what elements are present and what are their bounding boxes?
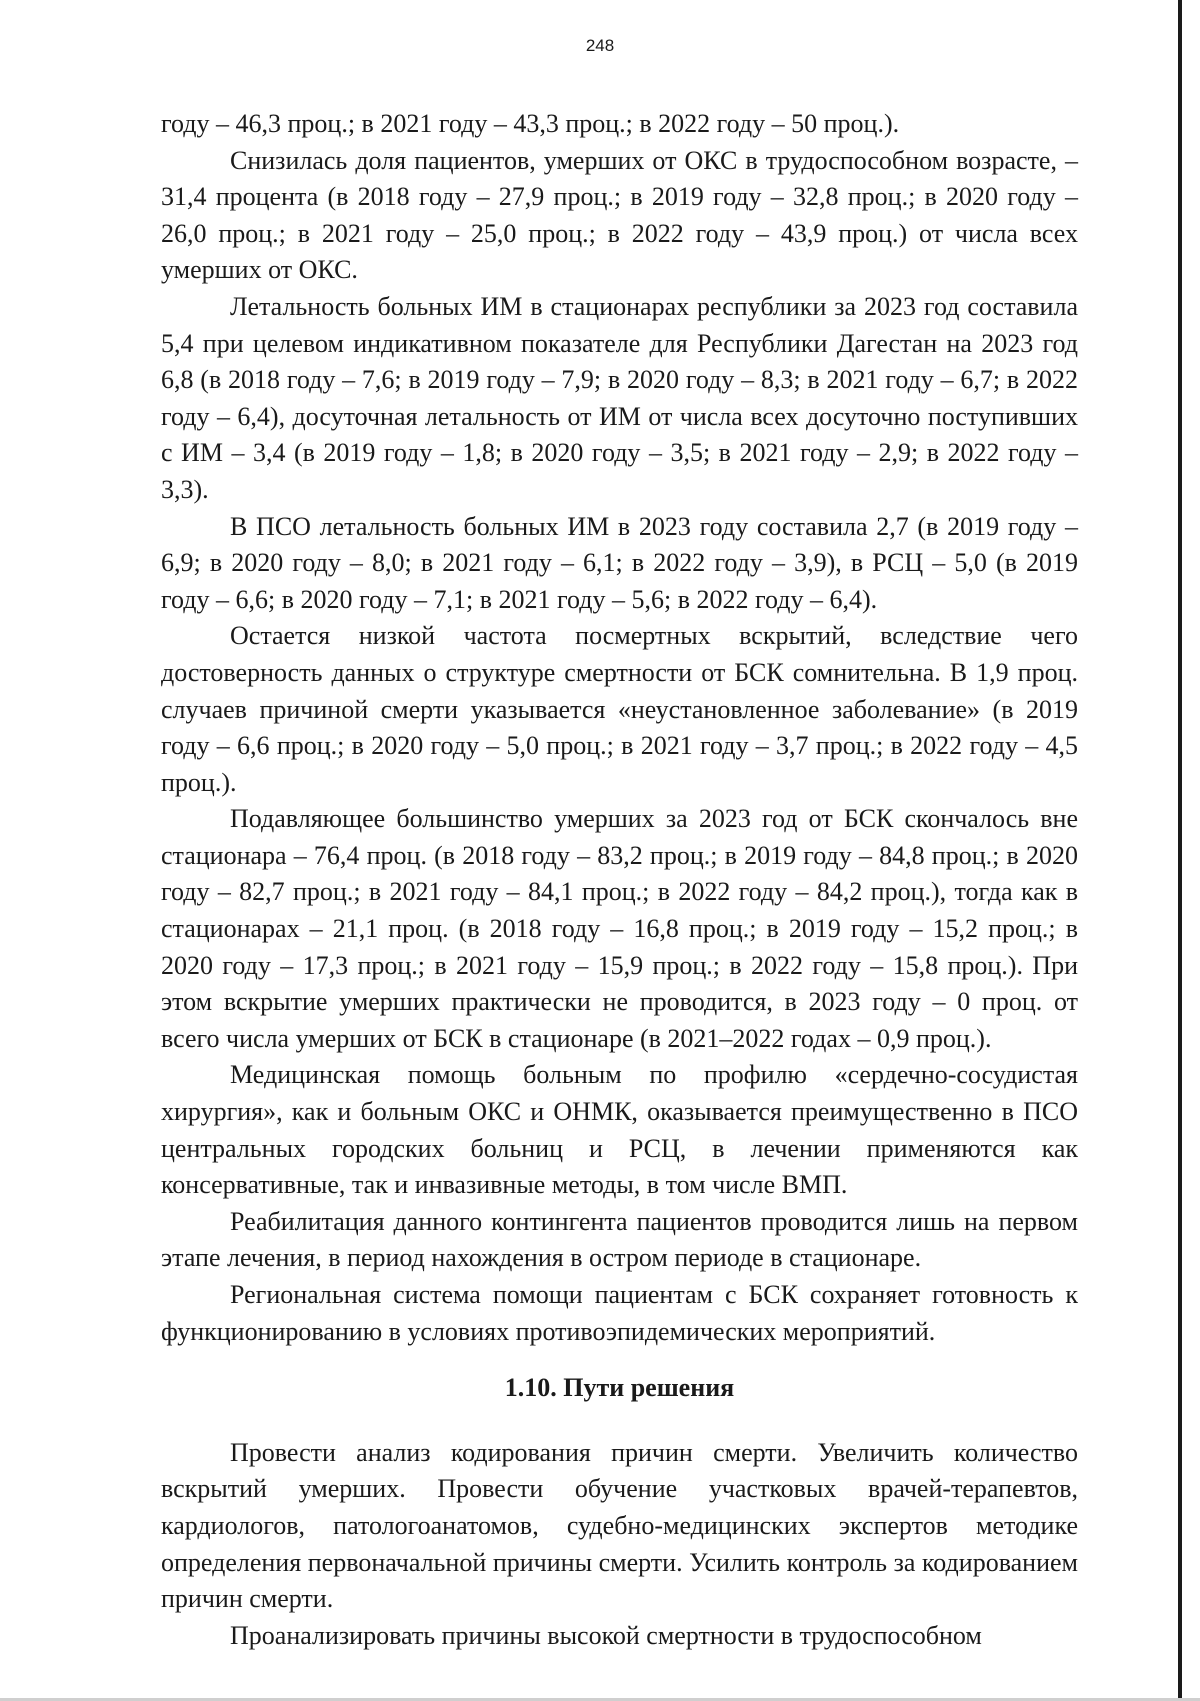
paragraph-pso-lethality: В ПСО летальность больных ИМ в 2023 году составила 2,7 (в 2019 году – 6,9; в 2020 году – 8,0; в 2021 году – 6,1; в 2022 году – 3,9), в РСЦ – 5,0 (в 2019 году – 6,6; в 2020 году – 7,1; в 2021 году – 5,6; в 2022 году – 6,4). xyxy=(161,511,1078,614)
scan-border-right xyxy=(1178,0,1182,1701)
paragraph-im-lethality: Летальность больных ИМ в стационарах республики за 2023 год составила 5,4 при целевом индикативном показателе для Республики Дагестан на 2023 год 6,8 (в 2018 году – 7,6; в 2019 году – 7,9; в 2020 году – 8,3; в 2021 году – 6,7; в 2022 году – 6,4), досуточная летальность от ИМ от числа всех досуточно поступивших с ИМ – 3,4 (в 2019 году – 1,8; в 2020 году – 3,5; в 2021 году – 2,9; в 2022 году – 3,3). xyxy=(161,291,1078,504)
paragraph-coding-analysis: Провести анализ кодирования причин смерти. Увеличить количество вскрытий умерших. Провести обучение участковых врачей-терапевтов, кардиологов, патологоанатомов, судебно-медицинских экспертов методике определения первоначальной причины смерти. Усилить контроль за кодированием причин смерти. xyxy=(161,1437,1078,1614)
paragraph-rehabilitation: Реабилитация данного контингента пациентов проводится лишь на первом этапе лечения, в период нахождения в остром периоде в стационаре. xyxy=(161,1206,1078,1273)
paragraph-autopsies: Остается низкой частота посмертных вскрытий, вследствие чего достоверность данных о структуре смертности от БСК сомнительна. В 1,9 проц. случаев причиной смерти указывается «неустановленное заболевание» (в 2019 году – 6,6 проц.; в 2020 году – 5,0 проц.; в 2021 году – 3,7 проц.; в 2022 году – 4,5 проц.). xyxy=(161,621,1078,797)
document-body xyxy=(161,106,1078,1654)
paragraph-continuation: году – 46,3 проц.; в 2021 году – 43,3 проц.; в 2022 году – 50 проц.). xyxy=(161,109,900,138)
paragraph-cardiovascular-surgery: Медицинская помощь больным по профилю «сердечно-сосудистая хирургия», как и больным ОКС и ОНМК, оказывается преимущественно в ПСО центральных городских больниц и РСЦ, в лечении применяются как консервативные, так и инвазивные методы, в том числе ВМП. xyxy=(161,1060,1078,1200)
paragraph-oks-working-age: Снизилась доля пациентов, умерших от ОКС в трудоспособном возрасте, – 31,4 процента (в 2018 году – 27,9 проц.; в 2019 году – 32,8 проц.; в 2020 году – 26,0 проц.; в 2021 году – 25,0 проц.; в 2022 году – 43,9 проц.) от числа всех умерших от ОКС. xyxy=(161,145,1078,285)
paragraph-regional-system: Региональная система помощи пациентам с БСК сохраняет готовность к функционированию в условиях противоэпидемических мероприятий. xyxy=(161,1280,1078,1346)
paragraph-out-of-hospital-deaths: Подавляющее большинство умерших за 2023 год от БСК скончалось вне стационара – 76,4 проц. (в 2018 году – 83,2 проц.; в 2019 году – 84,8 проц.; в 2020 году – 82,7 проц.; в 2021 году – 84,1 проц.; в 2022 году – 84,2 проц.), тогда как в стационарах – 21,1 проц. (в 2018 году – 16,8 проц.; в 2019 году – 15,2 проц.; в 2020 году – 17,3 проц.; в 2021 году – 15,9 проц.; в 2022 году – 15,8 проц.). При этом вскрытие умерших практически не проводится, в 2023 году – 0 проц. от всего числа умерших от БСК в стационаре (в 2021–2022 годах – 0,9 проц.). xyxy=(161,804,1078,1053)
paragraph-high-mortality: Проанализировать причины высокой смертности в трудоспособном xyxy=(230,1620,982,1650)
section-heading: 1.10. Пути решения xyxy=(504,1373,735,1403)
page-number: 248 xyxy=(585,36,615,55)
